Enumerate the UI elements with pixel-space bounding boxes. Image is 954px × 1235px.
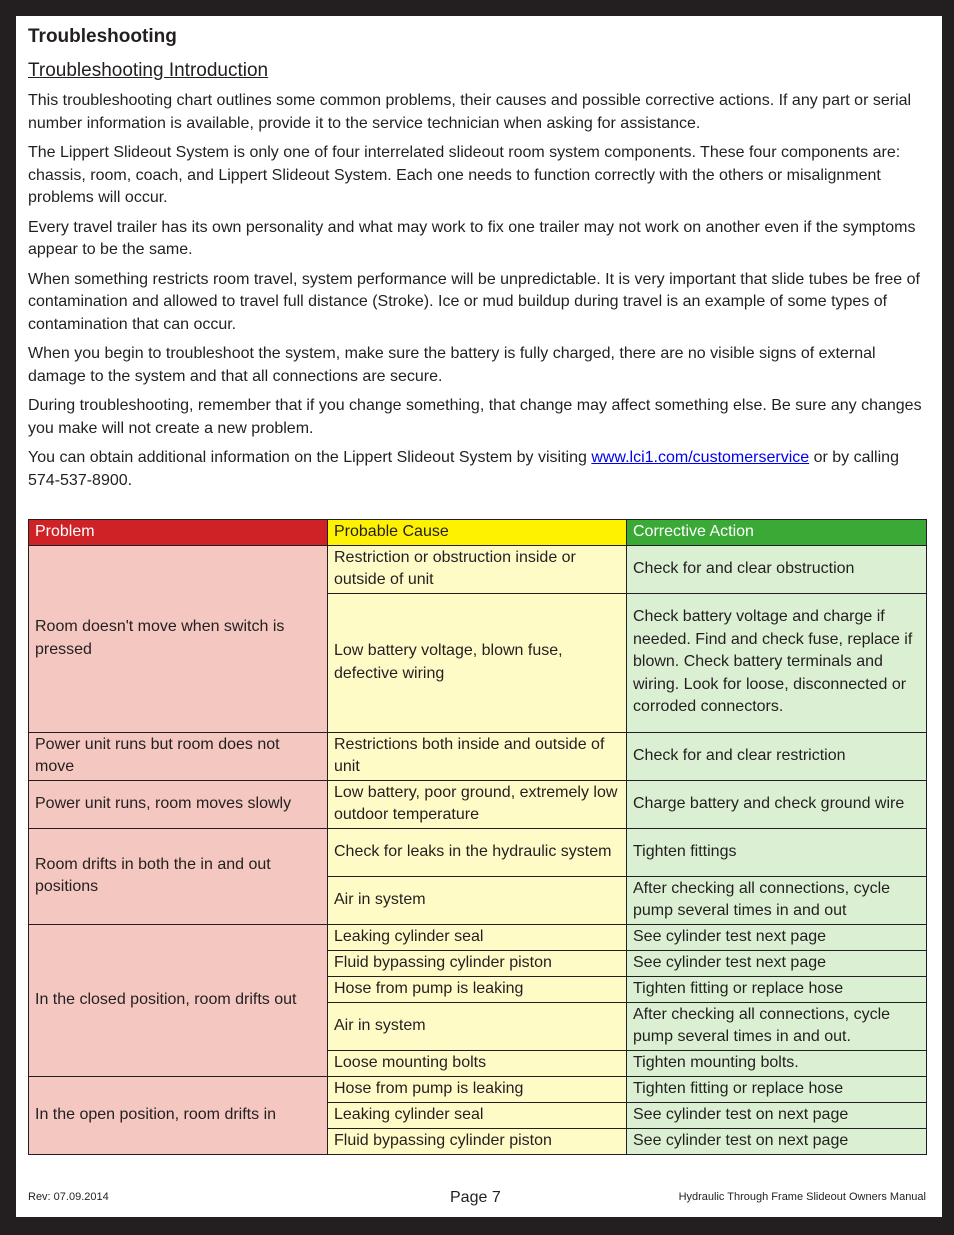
contact-paragraph [28,447,926,492]
contact-text-after: or by calling 574-537-8900. [28,449,899,489]
corrective-action-cell: See cylinder test on next page [627,1128,927,1154]
corrective-action-cell: See cylinder test next page [627,950,927,976]
probable-cause-cell: Low battery voltage, blown fuse, defective wiring [328,593,627,732]
probable-cause-cell: Restriction or obstruction inside or outside of unit [328,545,627,593]
intro-section [28,24,926,499]
probable-cause-cell: Hose from pump is leaking [328,976,627,1002]
table-body [29,545,927,1154]
probable-cause-cell: Leaking cylinder seal [328,924,627,950]
table-row [29,1076,927,1102]
intro-paragraph-2: The Lippert Slideout System is only one of four interrelated slideout room system components. These four components are: chassis, room, coach, and Lippert Slideout System. Each one needs to function correctly with the others or misalignment problems will occur. [28,144,901,206]
header-problem: Problem [29,520,328,546]
problem-cell: Room drifts in both the in and out positions [29,828,328,924]
section-subheading: Troubleshooting Introduction [28,60,269,81]
corrective-action-cell: After checking all connections, cycle pump several times in and out. [627,1002,927,1050]
footer-revision: Rev: 07.09.2014 [28,1191,109,1203]
header-probable-cause: Probable Cause [328,520,627,546]
table-row [29,924,927,950]
probable-cause-cell: Low battery, poor ground, extremely low outdoor temperature [328,780,627,828]
problem-cell: Room doesn't move when switch is pressed [29,545,328,732]
troubleshooting-table [28,519,927,1155]
corrective-action-cell: Tighten mounting bolts. [627,1050,927,1076]
probable-cause-cell: Air in system [328,1002,627,1050]
table-row [29,780,927,828]
footer-page-number: Page 7 [450,1189,501,1206]
table-row [29,732,927,780]
corrective-action-cell: See cylinder test next page [627,924,927,950]
contact-text-before: You can obtain additional information on the Lippert Slideout System by visiting [28,449,592,466]
table-header-row [29,520,927,546]
corrective-action-cell: After checking all connections, cycle pump several times in and out [627,876,927,924]
probable-cause-cell: Restrictions both inside and outside of unit [328,732,627,780]
corrective-action-cell: Tighten fitting or replace hose [627,976,927,1002]
document-page [16,16,942,1217]
table-row [29,828,927,876]
problem-cell: Power unit runs but room does not move [29,732,328,780]
corrective-action-cell: Charge battery and check ground wire [627,780,927,828]
corrective-action-cell: Check for and clear obstruction [627,545,927,593]
intro-paragraph-5: When you begin to troubleshoot the system, make sure the battery is fully charged, there are no visible signs of external damage to the system and that all connections are secure. [28,345,876,385]
corrective-action-cell: See cylinder test on next page [627,1102,927,1128]
header-corrective-action: Corrective Action [627,520,927,546]
intro-paragraph-1: This troubleshooting chart outlines some common problems, their causes and possible corrective actions. If any part or serial number information is available, provide it to the service technician when asking for assistance. [28,92,912,132]
intro-paragraph-4: When something restricts room travel, system performance will be unpredictable. It is very important that slide tubes be free of contamination and allowed to travel full distance (Stroke). Ice or mud buildup during travel is an example of some types of contamination that can occur. [28,270,920,333]
corrective-action-cell: Check for and clear restriction [627,732,927,780]
probable-cause-cell: Hose from pump is leaking [328,1076,627,1102]
customer-service-link[interactable]: www.lci1.com/customerservice [591,449,810,466]
probable-cause-cell: Leaking cylinder seal [328,1102,627,1128]
probable-cause-cell: Air in system [328,876,627,924]
corrective-action-cell: Tighten fitting or replace hose [627,1076,927,1102]
probable-cause-cell: Fluid bypassing cylinder piston [328,1128,627,1154]
problem-cell: In the open position, room drifts in [29,1076,328,1154]
intro-paragraph-3: Every travel trailer has its own personality and what may work to fix one trailer may not work on another even if the symptoms appear to be the same. [28,218,916,258]
page-heading: Troubleshooting [28,26,177,47]
table-row [29,545,927,593]
problem-cell: Power unit runs, room moves slowly [29,780,328,828]
problem-cell: In the closed position, room drifts out [29,924,328,1076]
probable-cause-cell: Fluid bypassing cylinder piston [328,950,627,976]
corrective-action-cell: Check battery voltage and charge if needed. Find and check fuse, replace if blown. Check battery terminals and wiring. Look for loose, disconnected or corroded connectors. [627,593,927,732]
intro-paragraph-6: During troubleshooting, remember that if you change something, that change may affect something else. Be sure any changes you make will not create a new problem. [28,397,922,437]
probable-cause-cell: Check for leaks in the hydraulic system [328,828,627,876]
footer-manual-title: Hydraulic Through Frame Slideout Owners Manual [678,1191,926,1203]
probable-cause-cell: Loose mounting bolts [328,1050,627,1076]
corrective-action-cell: Tighten fittings [627,828,927,876]
